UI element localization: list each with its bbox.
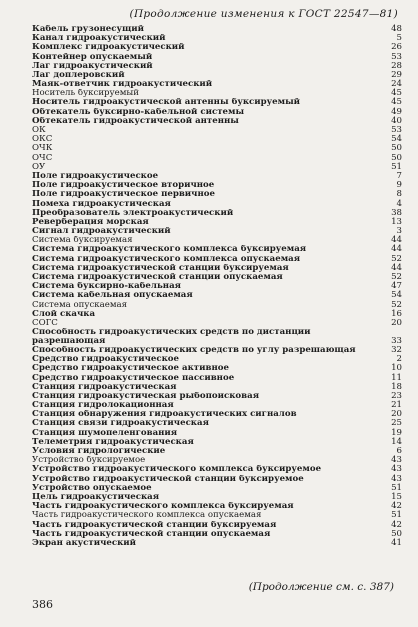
index-page-ref: 41	[391, 537, 402, 548]
index-entry	[32, 319, 402, 328]
index-page-ref: 14	[391, 436, 402, 447]
index-term: Станция шумопеленгования	[32, 428, 178, 438]
index-entry	[32, 282, 402, 291]
index-term: Комплекс гидроакустический	[32, 43, 185, 53]
index-term: Система гидроакустической станции опускаемая	[32, 273, 283, 283]
index-page-ref: 20	[391, 317, 402, 328]
index-page-ref: 15	[391, 491, 402, 502]
index-entry	[32, 99, 402, 108]
index-entry	[32, 62, 402, 71]
index-page-ref: 26	[391, 42, 402, 53]
index-entry	[32, 190, 402, 199]
index-page-ref: 45	[391, 97, 402, 108]
index-term: ОКС	[32, 135, 53, 145]
index-term: ОЧК	[32, 144, 53, 154]
index-term: Контейнер опускаемый	[32, 52, 153, 62]
index-term: Часть гидроакустической станции опускаемая	[32, 529, 271, 539]
index-term: Средство гидроакустическое пассивное	[32, 373, 235, 383]
index-entry	[32, 484, 402, 493]
index-entry	[32, 438, 402, 447]
index-page-ref: 13	[391, 216, 402, 227]
index-page-ref: 28	[391, 60, 402, 71]
index-page-ref: 53	[391, 51, 402, 62]
index-term: Устройство гидроакустической станции буксируемое	[32, 474, 304, 484]
index-page-ref: 29	[391, 69, 402, 80]
page-header: (Продолжение изменения к ГОСТ 22547—81)	[129, 8, 398, 20]
index-page-ref: 43	[391, 473, 402, 484]
index-page-ref: 52	[391, 272, 402, 283]
index-entry	[32, 227, 402, 236]
index-entry	[32, 493, 402, 502]
index-page-ref: 25	[391, 418, 402, 429]
term-index-list	[32, 25, 402, 548]
index-term: Система опускаемая	[32, 300, 128, 310]
index-page-ref: 51	[391, 482, 402, 493]
index-entry	[32, 163, 402, 172]
index-page-ref: 52	[391, 253, 402, 264]
index-entry	[32, 43, 402, 52]
index-page-ref: 44	[391, 262, 402, 273]
index-entry	[32, 539, 402, 548]
index-page-ref: 32	[391, 344, 402, 355]
index-page-ref: 54	[391, 290, 402, 301]
index-term: Обтекатель гидроакустической антенны	[32, 116, 239, 126]
index-term: Система буксируемая	[32, 236, 133, 246]
index-entry	[32, 255, 402, 264]
index-entry	[32, 511, 402, 520]
index-term: Поле гидроакустическое первичное	[32, 190, 215, 200]
index-page-ref: 5	[396, 33, 402, 44]
index-entry	[32, 126, 402, 135]
index-page-ref: 53	[391, 125, 402, 136]
index-entry	[32, 172, 402, 181]
index-entry	[32, 447, 402, 456]
index-entry	[32, 117, 402, 126]
index-term: Лаг доплеровский	[32, 70, 125, 80]
index-page-ref: 38	[391, 207, 402, 218]
index-entry	[32, 401, 402, 410]
index-entry	[32, 200, 402, 209]
index-page-ref: 48	[391, 23, 402, 34]
index-page-ref: 50	[391, 152, 402, 163]
index-term: Средство гидроакустическое активное	[32, 364, 229, 374]
index-term: Часть гидроакустической станции буксируемая	[32, 520, 277, 530]
index-page-ref: 11	[391, 372, 402, 383]
index-term: Система гидроакустической станции буксируемая	[32, 263, 289, 273]
index-term: Помеха гидроакустическая	[32, 199, 171, 209]
index-entry	[32, 310, 402, 319]
index-page-ref: 19	[391, 427, 402, 438]
index-page-ref: 54	[391, 134, 402, 145]
index-term: Часть гидроакустического комплекса буксируемая	[32, 502, 294, 512]
index-entry	[32, 273, 402, 282]
index-page-ref: 44	[391, 235, 402, 246]
index-term: Способность гидроакустических средств по углу разрешающая	[32, 345, 356, 355]
index-page-ref: 50	[391, 143, 402, 154]
index-entry	[32, 25, 402, 34]
index-page-ref: 8	[396, 189, 402, 200]
index-page-ref: 44	[391, 244, 402, 255]
index-term: Маяк-ответчик гидроакустический	[32, 80, 213, 90]
index-entry	[32, 346, 402, 355]
index-term: Условия гидрологические	[32, 447, 166, 457]
index-term: ОЧС	[32, 153, 53, 163]
index-term: Цель гидроакустическая	[32, 492, 160, 502]
index-entry	[32, 236, 402, 245]
index-term: Станция гидроакустическая	[32, 382, 177, 392]
index-page-ref: 3	[396, 226, 402, 237]
index-entry	[32, 328, 402, 346]
index-entry	[32, 475, 402, 484]
index-page-ref: 42	[391, 519, 402, 530]
index-term: Носитель гидроакустической антенны буксируемый	[32, 98, 301, 108]
index-entry	[32, 246, 402, 255]
index-page-ref: 49	[391, 106, 402, 117]
index-page-ref: 40	[391, 115, 402, 126]
index-page-ref: 9	[396, 180, 402, 191]
index-term: СОГС	[32, 318, 58, 328]
index-page-ref: 42	[391, 501, 402, 512]
index-page-ref: 51	[391, 161, 402, 172]
index-entry	[32, 89, 402, 98]
index-term: ОУ	[32, 162, 46, 172]
index-term: Обтекатель буксирно-кабельной системы	[32, 107, 245, 117]
index-entry	[32, 364, 402, 373]
index-page-ref: 16	[391, 308, 402, 319]
index-entry	[32, 264, 402, 273]
index-term: Экран акустический	[32, 538, 137, 548]
index-page-ref: 43	[391, 464, 402, 475]
index-term: Станция гидроакустическая рыбопоисковая	[32, 391, 260, 401]
index-entry	[32, 410, 402, 419]
index-entry	[32, 34, 402, 43]
index-term: Носитель буксируемый	[32, 89, 139, 99]
index-term: Система гидроакустического комплекса буксируемая	[32, 245, 307, 255]
index-entry	[32, 108, 402, 117]
index-term: Средство гидроакустическое	[32, 355, 180, 365]
index-entry	[32, 383, 402, 392]
index-term: ОК	[32, 126, 46, 136]
index-page-ref: 20	[391, 409, 402, 420]
index-entry	[32, 71, 402, 80]
index-page-ref: 6	[396, 446, 402, 457]
index-page-ref: 10	[391, 363, 402, 374]
index-page-ref: 2	[396, 354, 402, 365]
index-term: Преобразователь электроакустический	[32, 208, 234, 218]
index-entry	[32, 429, 402, 438]
index-term: Устройство буксируемое	[32, 456, 146, 466]
index-term: Реверберация морская	[32, 217, 149, 227]
index-term: Станция обнаружения гидроакустических сигналов	[32, 410, 297, 420]
index-page-ref: 45	[391, 88, 402, 99]
index-term: Устройство гидроакустического комплекса буксируемое	[32, 465, 322, 475]
index-page-ref: 50	[391, 528, 402, 539]
index-term: Лаг гидроакустический	[32, 61, 153, 71]
index-entry	[32, 419, 402, 428]
index-entry	[32, 355, 402, 364]
index-entry	[32, 181, 402, 190]
index-entry	[32, 144, 402, 153]
index-page-ref: 21	[391, 400, 402, 411]
index-page-ref: 52	[391, 299, 402, 310]
index-term: Слой скачка	[32, 309, 96, 319]
index-term: Часть гидроакустического комплекса опускаемая	[32, 511, 262, 521]
index-entry	[32, 530, 402, 539]
index-term: Система кабельная опускаемая	[32, 291, 193, 301]
index-term: Сигнал гидроакустический	[32, 227, 171, 237]
index-entry	[32, 392, 402, 401]
index-term: Телеметрия гидроакустическая	[32, 437, 194, 447]
index-entry	[32, 521, 402, 530]
index-entry	[32, 456, 402, 465]
page-number: 386	[32, 598, 53, 611]
index-term: Поле гидроакустическое	[32, 171, 159, 181]
index-entry	[32, 465, 402, 474]
index-entry	[32, 154, 402, 163]
index-term: Станция гидролокационная	[32, 401, 174, 411]
index-term: Станция связи гидроакустическая	[32, 419, 209, 429]
index-page-ref: 47	[391, 281, 402, 292]
index-term: Поле гидроакустическое вторичное	[32, 181, 215, 191]
index-page-ref: 43	[391, 455, 402, 466]
index-entry	[32, 502, 402, 511]
index-page-ref: 24	[391, 79, 402, 90]
index-entry	[32, 209, 402, 218]
index-term: Система буксирно-кабельная	[32, 282, 181, 292]
index-term: Устройство опускаемое	[32, 483, 152, 493]
index-entry	[32, 374, 402, 383]
index-page-ref: 18	[391, 381, 402, 392]
index-term: Кабель грузонесущий	[32, 24, 144, 34]
index-term: Система гидроакустического комплекса опускаемая	[32, 254, 301, 264]
index-page-ref: 33	[391, 336, 402, 347]
index-entry	[32, 135, 402, 144]
index-term: Способность гидроакустических средств по дистанции разрешающая	[32, 328, 311, 346]
index-entry	[32, 301, 402, 310]
index-page-ref: 7	[396, 170, 402, 181]
index-term: Канал гидроакустический	[32, 34, 166, 44]
index-entry	[32, 53, 402, 62]
index-entry	[32, 80, 402, 89]
continuation-note: (Продолжение см. с. 387)	[248, 581, 394, 593]
index-page-ref: 23	[391, 390, 402, 401]
index-entry	[32, 291, 402, 300]
index-page-ref: 51	[391, 510, 402, 521]
index-page-ref: 4	[396, 198, 402, 209]
index-entry	[32, 218, 402, 227]
